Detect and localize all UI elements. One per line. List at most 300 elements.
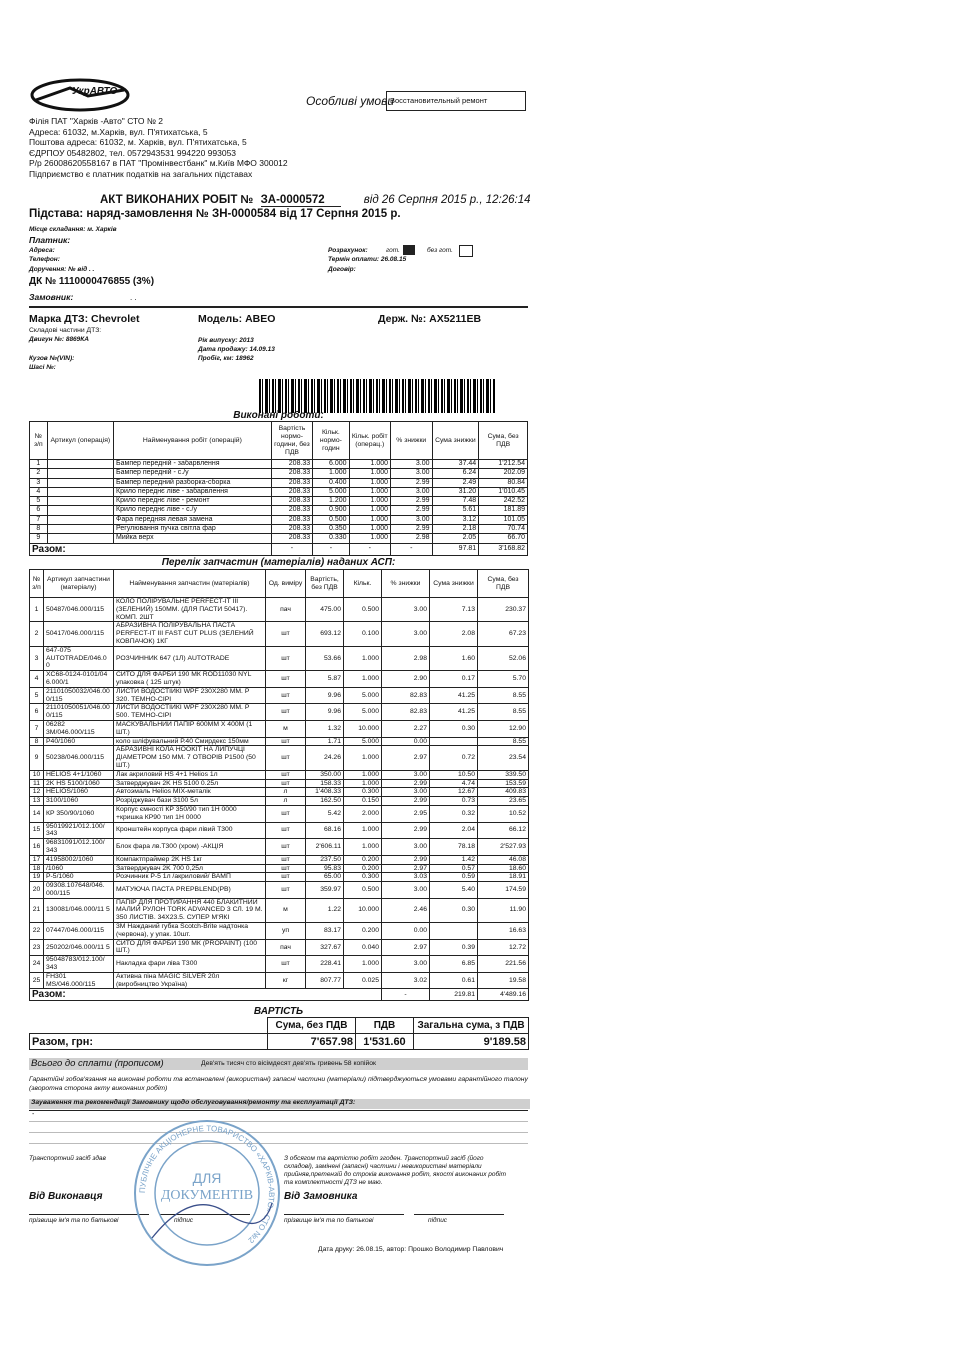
- table-cell: РОЗЧИННИК 647 (1Л) AUTOTRADE: [114, 646, 266, 670]
- table-cell: 208.33: [271, 506, 313, 515]
- table-cell: Автоэмаль Helios MIX-металік: [114, 788, 266, 797]
- vin-number: Кузов №(VIN):: [29, 355, 75, 362]
- table-cell: 66.70: [479, 534, 528, 543]
- table-cell: 1.000: [349, 515, 391, 524]
- table-row: [30, 671, 529, 688]
- total-cell: 4'489.16: [478, 989, 529, 1001]
- table-cell: 09308.107648/046. 000/115: [44, 882, 114, 899]
- company-stamp: [132, 1118, 282, 1268]
- company-line: Р/р 26008620558167 в ПАТ "Промінвестбанк" м.Київ МФО 300012: [29, 158, 288, 168]
- table-cell: 5.000: [344, 704, 382, 721]
- table-cell: 9: [30, 746, 44, 770]
- total-row: [30, 543, 528, 555]
- table-cell: КОЛО ПОЛІРУВАЛЬНЕ PERFECT-IT III (ЗЕЛЕНИЙ) 150ММ. (ДЛЯ ПАСТИ 50417). КОМП. 2ШТ: [114, 598, 266, 622]
- executor-sign-caption: підпис: [174, 1217, 194, 1224]
- table-cell: 5: [30, 687, 44, 704]
- table-cell: 70.74: [479, 525, 528, 534]
- table-cell: 06282 3М/046.000/115: [44, 720, 114, 737]
- barcode: [259, 379, 495, 413]
- table-row: [30, 855, 529, 864]
- table-cell: 250202/046.000/11 5: [44, 939, 114, 956]
- payment-label: Розрахунок:: [328, 247, 368, 254]
- table-cell: 3: [30, 478, 48, 487]
- table-cell: 153.59: [478, 779, 529, 788]
- table-row: [30, 497, 528, 506]
- cost-header: Сума, без ПДВ: [268, 1018, 356, 1034]
- table-cell: 339.50: [478, 770, 529, 779]
- table-cell: Регулювання пучка світла фар: [114, 525, 272, 534]
- table-row: [30, 882, 529, 899]
- table-cell: 1.000: [349, 534, 391, 543]
- table-cell: 1.000: [349, 497, 391, 506]
- noncash-checkbox[interactable]: [459, 245, 473, 257]
- table-cell: 5.70: [478, 671, 529, 688]
- table-cell: 1: [30, 460, 48, 469]
- table-cell: м: [266, 898, 306, 922]
- table-cell: 1.000: [344, 646, 382, 670]
- table-cell: 5.40: [430, 882, 478, 899]
- table-cell: 350.00: [306, 770, 344, 779]
- year: Рік випуску: 2013: [198, 337, 254, 344]
- table-cell: 10.000: [344, 720, 382, 737]
- customer-name-caption: прізвище ім'я та по батькові: [284, 1217, 374, 1224]
- table-cell: 4.74: [430, 779, 478, 788]
- table-cell: АБРАЗИВНІ КОЛА HOOKIT НА ЛИПУЧЦІ ДІАМЕТРОМ 150 ММ. 7 ОТВОРІВ Р1500 (50 ШТ.): [114, 746, 266, 770]
- table-cell: 0.100: [344, 622, 382, 646]
- table-cell: 1'408.33: [306, 788, 344, 797]
- table-cell: 1.000: [313, 469, 349, 478]
- table-cell: 2.95: [382, 805, 430, 822]
- table-cell: 3.03: [382, 873, 430, 882]
- table-cell: 50238/046.000/115: [44, 746, 114, 770]
- table-cell: Активна піна MAGIC SILVER 20л (виробництво Україна): [114, 972, 266, 989]
- engine-number: Двигун №: 8869КА: [29, 336, 89, 343]
- table-cell: Мийка верх: [114, 534, 272, 543]
- table-cell: 230.37: [478, 598, 529, 622]
- works-header: % знижки: [391, 422, 433, 460]
- table-cell: 0.00: [382, 923, 430, 940]
- cash-checkbox[interactable]: [403, 245, 415, 255]
- table-cell: ПАПІР ДЛЯ ПРОТИРАННЯ 440 БЛАКИТНИЙ МАЛИЙ РУЛОН TORK ADVANCED 3 СЛ. 19 М. 350 ЛИСТІВ. 34Х23.5. СУПЕР М'ЯКІ: [114, 898, 266, 922]
- table-cell: 1.71: [306, 737, 344, 746]
- table-row: [30, 839, 529, 856]
- table-row: [30, 478, 528, 487]
- table-row: [30, 687, 529, 704]
- table-cell: 0.040: [344, 939, 382, 956]
- table-cell: Р-5/1060: [44, 873, 114, 882]
- table-cell: 2.99: [391, 478, 433, 487]
- table-cell: 67.23: [478, 622, 529, 646]
- table-cell: КР 350/90/1060: [44, 805, 114, 822]
- company-line: ЄДРПОУ 05482802, тел. 0572943531 994220 993053: [29, 147, 237, 158]
- table-row: [30, 460, 528, 469]
- table-cell: 1.32: [306, 720, 344, 737]
- table-cell: 2.04: [430, 822, 478, 839]
- table-cell: Крило переднє ліве - забарвлення: [114, 487, 272, 496]
- table-cell: 2.18: [432, 525, 479, 534]
- table-cell: 7.48: [432, 497, 479, 506]
- table-row: [30, 864, 529, 873]
- table-cell: 0.400: [313, 478, 349, 487]
- table-row: [30, 956, 529, 973]
- vehicle-plate: Держ. №: АХ5211ЕВ: [378, 313, 482, 325]
- table-cell: 0.61: [430, 972, 478, 989]
- table-cell: 19: [30, 873, 44, 882]
- cash-label: гот.: [386, 247, 400, 254]
- customer-label: Замовник:: [29, 292, 74, 302]
- table-cell: Накладка фари ліва Т300: [114, 956, 266, 973]
- table-cell: 7: [30, 515, 48, 524]
- total-label: Разом:: [30, 543, 272, 555]
- table-cell: 3100/1060: [44, 797, 114, 806]
- table-cell: 0.300: [344, 873, 382, 882]
- table-cell: 41.25: [430, 704, 478, 721]
- handed-label: Транспортний засіб здав: [29, 1155, 106, 1162]
- cost-vat: 1'531.60: [356, 1034, 414, 1050]
- table-cell: 0.330: [313, 534, 349, 543]
- table-cell: 25: [30, 972, 44, 989]
- table-cell: 11: [30, 779, 44, 788]
- table-cell: 208.33: [271, 497, 313, 506]
- table-cell: 2.27: [382, 720, 430, 737]
- act-date: від 26 Серпня 2015 р., 12:26:14: [363, 194, 531, 206]
- table-cell: 22: [30, 923, 44, 940]
- vehicle-parts: Складові частини ДТЗ:: [29, 327, 102, 334]
- table-cell: 130081/046.000/11 5: [44, 898, 114, 922]
- works-header: Сума знижки: [432, 422, 479, 460]
- total-cell: -: [391, 543, 433, 555]
- table-cell: 37.44: [432, 460, 479, 469]
- table-row: [30, 805, 529, 822]
- table-cell: 2.99: [391, 525, 433, 534]
- table-cell: 0.39: [430, 939, 478, 956]
- table-cell: Бампер передній - с./у: [114, 469, 272, 478]
- executor-name-caption: прізвище ім'я та по батькові: [29, 1217, 119, 1224]
- table-cell: 24.26: [306, 746, 344, 770]
- table-cell: 14: [30, 805, 44, 822]
- table-cell: 8.55: [478, 737, 529, 746]
- dk-number: ДК № 1110000476855 (3%): [29, 276, 155, 287]
- phone-label: Телефон:: [29, 256, 60, 263]
- table-cell: [47, 469, 113, 478]
- table-cell: пач: [266, 939, 306, 956]
- special-value: Восстановительный ремонт: [390, 96, 488, 105]
- table-cell: кг: [266, 972, 306, 989]
- words-label: Всього до сплати (прописом): [31, 1058, 164, 1069]
- table-row: [30, 788, 529, 797]
- table-cell: 3.00: [382, 788, 430, 797]
- table-cell: 95019921/012.100/ 343: [44, 822, 114, 839]
- table-cell: 18: [30, 864, 44, 873]
- parts-header: Вартість, без ПДВ: [306, 570, 344, 598]
- table-cell: 80.84: [479, 478, 528, 487]
- table-cell: 1.000: [349, 506, 391, 515]
- company-logo: [30, 78, 130, 112]
- table-cell: 83.17: [306, 923, 344, 940]
- table-cell: 5.61: [432, 506, 479, 515]
- table-cell: 2.99: [382, 779, 430, 788]
- table-cell: 78.18: [430, 839, 478, 856]
- table-cell: шт: [266, 855, 306, 864]
- table-cell: шт: [266, 822, 306, 839]
- table-cell: 0.900: [313, 506, 349, 515]
- table-cell: 1.000: [344, 956, 382, 973]
- table-cell: Р40/1060: [44, 737, 114, 746]
- table-cell: МАСКУВАЛЬНИЙ ПАПІР 600ММ Х 400М (1 ШТ.): [114, 720, 266, 737]
- table-cell: 5.87: [306, 671, 344, 688]
- table-cell: 31.20: [432, 487, 479, 496]
- table-cell: 8: [30, 737, 44, 746]
- sale-date: Дата продажу: 14.09.13: [198, 346, 275, 353]
- table-row: [30, 972, 529, 989]
- title-prefix: АКТ ВИКОНАНИХ РОБІТ №: [100, 194, 254, 206]
- table-cell: 202.09: [479, 469, 528, 478]
- table-cell: 3.00: [382, 882, 430, 899]
- table-cell: шт: [266, 704, 306, 721]
- table-cell: АБРАЗИВНА ПОЛІРУВАЛЬНА ПАСТА PERFECT-IT III FAST CUT PLUS (ЗЕЛЕНИЙ КОВПАЧОК) 1КГ: [114, 622, 266, 646]
- table-cell: 10: [30, 770, 44, 779]
- table-cell: 0.32: [430, 805, 478, 822]
- total-cell: -: [382, 989, 430, 1001]
- table-cell: 6: [30, 704, 44, 721]
- table-cell: 0.500: [313, 515, 349, 524]
- table-cell: 2.49: [432, 478, 479, 487]
- table-cell: 1.000: [344, 839, 382, 856]
- table-cell: шт: [266, 839, 306, 856]
- works-header: Артикул (операція): [47, 422, 113, 460]
- table-cell: 50417/046.000/115: [44, 622, 114, 646]
- table-cell: ЛИСТИ ВОДОСТІЙКІ WPF 230X280 ММ. Р 320. ТЕМНО-СІРІ: [114, 687, 266, 704]
- table-cell: 9.96: [306, 704, 344, 721]
- table-cell: [47, 506, 113, 515]
- cost-empty: [30, 1018, 268, 1034]
- table-cell: 66.12: [478, 822, 529, 839]
- table-cell: 20: [30, 882, 44, 899]
- table-cell: 6: [30, 506, 48, 515]
- table-cell: 2.97: [382, 746, 430, 770]
- company-line: Підприємство є платник податків на загальних підставах: [29, 168, 253, 179]
- table-cell: 0.17: [430, 671, 478, 688]
- table-cell: 3.00: [391, 515, 433, 524]
- table-cell: шт: [266, 646, 306, 670]
- table-cell: 208.33: [271, 469, 313, 478]
- table-cell: 2.05: [432, 534, 479, 543]
- works-header: Кільк. робіт (операц.): [349, 422, 391, 460]
- table-cell: Розріджувач бази 3100 5л: [114, 797, 266, 806]
- table-cell: Крило переднє ліве - ремонт: [114, 497, 272, 506]
- vehicle-brand: Марка ДТЗ: Chevrolet: [29, 313, 140, 325]
- table-cell: 3: [30, 646, 44, 670]
- mileage: Пробіг, км: 18962: [198, 355, 254, 362]
- table-cell: 3.00: [391, 460, 433, 469]
- stamp-text-2: ДОКУМЕНТІВ: [160, 1188, 254, 1203]
- works-header: Сума, без ПДВ: [479, 422, 528, 460]
- table-cell: 82.83: [382, 687, 430, 704]
- table-cell: 3.00: [382, 598, 430, 622]
- table-cell: 8: [30, 525, 48, 534]
- address-label: Адреса:: [29, 247, 55, 254]
- table-cell: 2'606.11: [306, 839, 344, 856]
- table-cell: 1.000: [344, 746, 382, 770]
- table-cell: уп: [266, 923, 306, 940]
- cost-table: [29, 1017, 529, 1050]
- table-cell: 11.90: [478, 898, 529, 922]
- table-cell: [430, 923, 478, 940]
- works-table: [29, 421, 528, 556]
- parts-header: № з/п: [30, 570, 44, 598]
- table-cell: шт: [266, 873, 306, 882]
- table-cell: 2.99: [382, 822, 430, 839]
- table-cell: 0.72: [430, 746, 478, 770]
- table-cell: 0.200: [344, 923, 382, 940]
- table-cell: 17: [30, 855, 44, 864]
- table-cell: 2.98: [391, 534, 433, 543]
- table-cell: 8.55: [478, 687, 529, 704]
- table-cell: 0.200: [344, 864, 382, 873]
- table-cell: /1060: [44, 864, 114, 873]
- table-cell: 6.85: [430, 956, 478, 973]
- table-cell: 1.60: [430, 646, 478, 670]
- table-cell: 6.000: [313, 460, 349, 469]
- document-title: [100, 194, 531, 207]
- works-title: Виконані роботи:: [233, 410, 324, 421]
- table-cell: 1.000: [344, 770, 382, 779]
- table-cell: 2.97: [382, 939, 430, 956]
- basis-line: Підстава: наряд-замовлення № ЗН-0000584 від 17 Серпня 2015 р.: [29, 208, 401, 220]
- table-cell: 208.33: [271, 515, 313, 524]
- table-cell: 07447/046.000/115: [44, 923, 114, 940]
- company-line: Філія ПАТ "Харків -Авто" СТО № 2: [29, 116, 164, 126]
- words-value: Дев'ять тисяч сто вісімдесят дев'ять гривень 58 копійок: [201, 1060, 377, 1067]
- table-cell: 1.000: [344, 671, 382, 688]
- works-header: Вартість нормо-години, без ПДВ: [271, 422, 313, 460]
- table-cell: 1.000: [349, 525, 391, 534]
- table-cell: 2.99: [391, 497, 433, 506]
- table-cell: 5.000: [313, 487, 349, 496]
- parts-header: Сума знижки: [430, 570, 478, 598]
- table-cell: 0.300: [344, 788, 382, 797]
- table-row: [30, 534, 528, 543]
- table-cell: МАТУЮЧА ПАСТА PREPBLEND(PB): [114, 882, 266, 899]
- table-cell: 647-075 AUTOTRADE/046.0 0: [44, 646, 114, 670]
- table-cell: 4: [30, 487, 48, 496]
- table-cell: 3.00: [382, 839, 430, 856]
- table-cell: 101.05: [479, 515, 528, 524]
- table-cell: 16.63: [478, 923, 529, 940]
- table-cell: шт: [266, 746, 306, 770]
- table-cell: 1'212.54: [479, 460, 528, 469]
- table-cell: 0.59: [430, 873, 478, 882]
- table-row: [30, 873, 529, 882]
- table-cell: Корпус ємності КР 350/90 тип 1Н 0000 +кришка КР90 тип 1Н 0000: [114, 805, 266, 822]
- table-row: [30, 487, 528, 496]
- table-cell: 10.000: [344, 898, 382, 922]
- table-cell: [47, 525, 113, 534]
- table-cell: 12: [30, 788, 44, 797]
- table-cell: 3.00: [391, 487, 433, 496]
- table-cell: 96831091/012.100/ 343: [44, 839, 114, 856]
- table-cell: HELIOS/1060: [44, 788, 114, 797]
- table-cell: 174.59: [478, 882, 529, 899]
- cost-net: 7'657.98: [268, 1034, 356, 1050]
- executor-label: Від Виконавця: [29, 1191, 103, 1202]
- table-cell: [47, 478, 113, 487]
- table-cell: 0.500: [344, 598, 382, 622]
- contract-label: Договір:: [328, 266, 356, 273]
- table-cell: л: [266, 797, 306, 806]
- parts-table: [29, 569, 529, 1001]
- stamp-text-1: ДЛЯ: [192, 1170, 222, 1186]
- table-cell: 53.66: [306, 646, 344, 670]
- parts-header: Артикул запчастини (матеріалу): [44, 570, 114, 598]
- table-cell: 46.08: [478, 855, 529, 864]
- table-cell: HELIOS 4+1/1060: [44, 770, 114, 779]
- remarks-label: Зауваження та рекомендації Замовнику щодо обслуговування/ремонту та експлуатації ДТЗ:: [29, 1099, 530, 1109]
- table-cell: 95.83: [306, 864, 344, 873]
- table-cell: СИТО ДЛЯ ФАРБИ 190 МК (PROPAINT) (100 ШТ.): [114, 939, 266, 956]
- table-row: [30, 525, 528, 534]
- table-cell: шт: [266, 779, 306, 788]
- table-cell: 2.99: [382, 797, 430, 806]
- cost-label: Разом, грн:: [30, 1034, 268, 1050]
- table-cell: 221.56: [478, 956, 529, 973]
- table-cell: 21101050032/046.00 0/115: [44, 687, 114, 704]
- table-cell: 2.97: [382, 864, 430, 873]
- table-cell: 52.06: [478, 646, 529, 670]
- table-cell: 158.33: [306, 779, 344, 788]
- table-cell: 327.67: [306, 939, 344, 956]
- table-cell: 1.000: [349, 469, 391, 478]
- parts-header: Сума, без ПДВ: [478, 570, 529, 598]
- table-row: [30, 898, 529, 922]
- table-cell: 3.02: [382, 972, 430, 989]
- amount-in-words-bar: [29, 1058, 528, 1070]
- table-row: [30, 779, 529, 788]
- table-cell: 65.00: [306, 873, 344, 882]
- table-row: [30, 746, 529, 770]
- special-label: Особливі умови: [306, 94, 395, 108]
- table-cell: 475.00: [306, 598, 344, 622]
- table-row: [30, 469, 528, 478]
- customer-sign-label: Від Замовника: [284, 1191, 358, 1202]
- table-cell: 0.73: [430, 797, 478, 806]
- table-cell: 162.50: [306, 797, 344, 806]
- table-cell: 0.30: [430, 898, 478, 922]
- table-row: [30, 506, 528, 515]
- table-cell: 2.90: [382, 671, 430, 688]
- table-cell: 2.08: [430, 622, 478, 646]
- table-cell: 1.200: [313, 497, 349, 506]
- executor-name-line: [29, 1214, 149, 1215]
- table-cell: 3.12: [432, 515, 479, 524]
- table-cell: шт: [266, 770, 306, 779]
- chassis-number: Шасі №:: [29, 364, 56, 371]
- table-cell: 208.33: [271, 460, 313, 469]
- table-cell: 0.00: [382, 737, 430, 746]
- table-cell: шт: [266, 622, 306, 646]
- parts-header: Найменування запчастин (матеріалів): [114, 570, 266, 598]
- table-cell: 12.67: [430, 788, 478, 797]
- table-cell: 19.58: [478, 972, 529, 989]
- table-cell: Розчинник Р-5 1л /акриловий/ ВАМП: [114, 873, 266, 882]
- table-cell: Компактпраймер 2K HS 1кг: [114, 855, 266, 864]
- table-cell: 13: [30, 797, 44, 806]
- total-row: [30, 989, 529, 1001]
- table-row: [30, 646, 529, 670]
- table-cell: 23.54: [478, 746, 529, 770]
- table-cell: 208.33: [271, 487, 313, 496]
- customer-sign-line: [414, 1214, 504, 1215]
